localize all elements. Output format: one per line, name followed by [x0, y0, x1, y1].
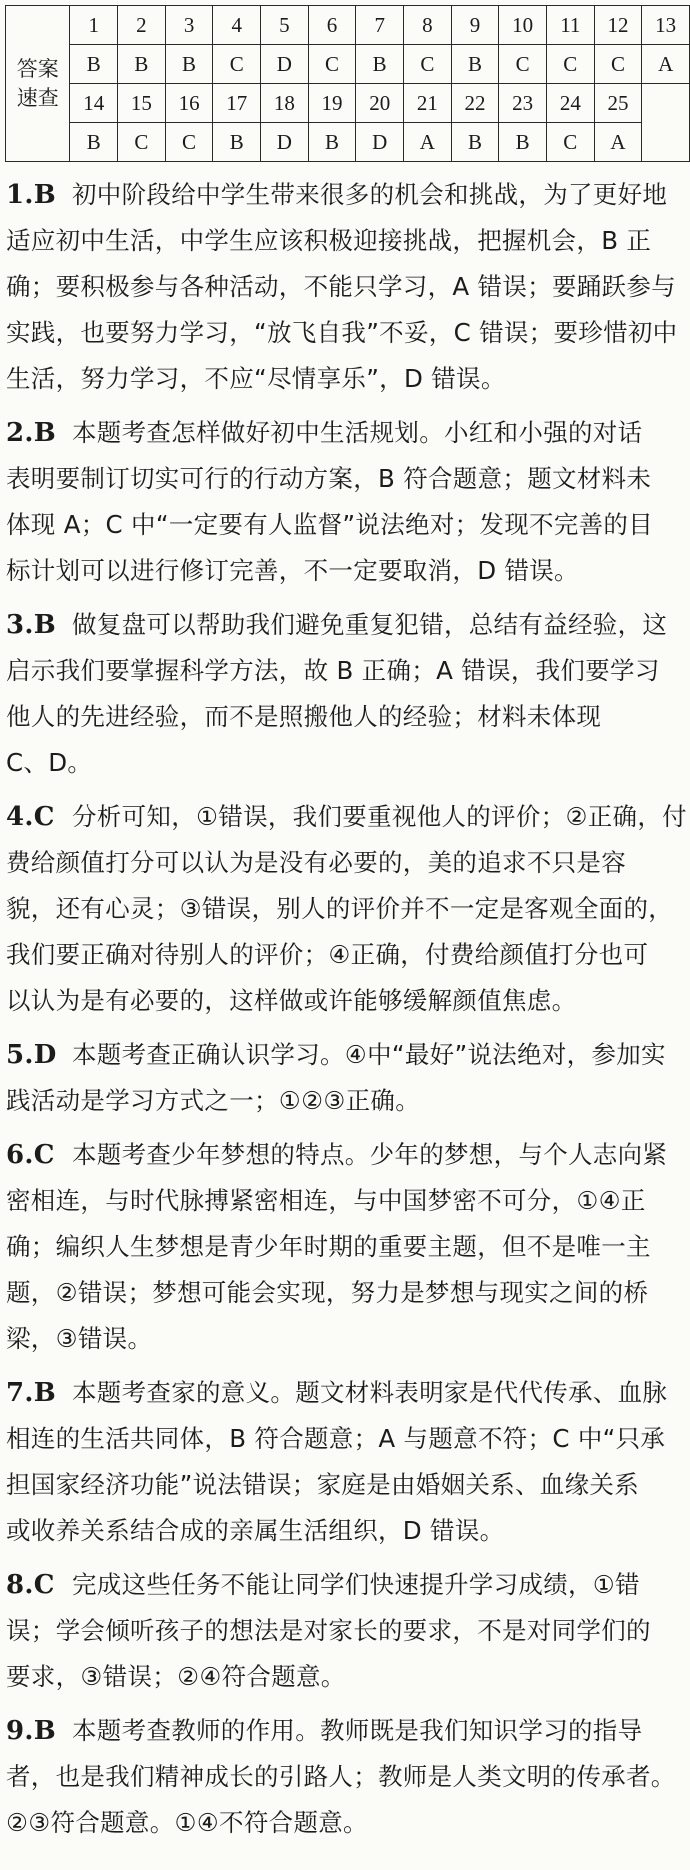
- q-number: 11: [546, 6, 594, 45]
- q-number: 1: [70, 6, 118, 45]
- explanation-label: 4.C: [6, 802, 55, 832]
- explanation-line: 体现 A；C 中“一定要有人监督”说法绝对；发现不完善的目: [6, 510, 654, 539]
- explanation-line: 密相连，与时代脉搏紧密相连，与中国梦密不可分，①④正: [6, 1186, 646, 1215]
- table-row-numbers-1: [6, 6, 690, 45]
- explanation-line: [6, 1370, 686, 1416]
- explanation-line: 梁，③错误。: [6, 1324, 153, 1353]
- q-answer: B: [499, 123, 547, 162]
- table-header-line-2: 速查: [16, 85, 59, 110]
- explanation-label: 5.D: [6, 1040, 57, 1070]
- q-number: 21: [404, 84, 452, 123]
- explanation-line: 我们要正确对待别人的评价；④正确，付费给颜值打分也可: [6, 940, 649, 969]
- explanation-line: 担国家经济功能”说法错误；家庭是由婚姻关系、血缘关系: [6, 1470, 639, 1499]
- q-answer: D: [261, 123, 309, 162]
- q-answer: B: [451, 45, 499, 84]
- explanation-item-3: [6, 602, 686, 786]
- q-number: 17: [213, 84, 261, 123]
- explanation-line: [6, 410, 686, 456]
- explanation-line: 相连的生活共同体，B 符合题意；A 与题意不符；C 中“只承: [6, 1424, 666, 1453]
- q-answer: A: [642, 45, 690, 84]
- explanation-line: 生活，努力学习，不应“尽情享乐”，D 错误。: [6, 364, 506, 393]
- q-number: 6: [308, 6, 356, 45]
- explanation-item-6: [6, 1132, 686, 1362]
- explanation-text: 分析可知，①错误，我们要重视他人的评价；②正确，付: [72, 802, 687, 831]
- explanation-label: 8.C: [6, 1570, 55, 1600]
- q-number: 4: [213, 6, 261, 45]
- explanation-label: 1.B: [6, 180, 57, 210]
- explanation-item-2: [6, 410, 686, 594]
- q-number: 22: [451, 84, 499, 123]
- q-number: 3: [165, 6, 213, 45]
- q-number: 12: [594, 6, 642, 45]
- explanation-item-8: [6, 1562, 686, 1700]
- explanation-text: 本题考查正确认识学习。④中“最好”说法绝对，参加实: [72, 1040, 666, 1069]
- q-number: 20: [356, 84, 404, 123]
- q-answer: D: [356, 123, 404, 162]
- explanation-line: 题，②错误；梦想可能会实现，努力是梦想与现实之间的桥: [6, 1278, 649, 1307]
- explanation-text: 做复盘可以帮助我们避免重复犯错，总结有益经验，这: [72, 610, 668, 639]
- q-number: 16: [165, 84, 213, 123]
- q-number: 25: [594, 84, 642, 123]
- q-number: 14: [70, 84, 118, 123]
- q-answer: C: [165, 123, 213, 162]
- explanation-line: 实践，也要努力学习，“放飞自我”不妥，C 错误；要珍惜初中: [6, 318, 678, 347]
- explanation-label: 6.C: [6, 1140, 55, 1170]
- q-number: 18: [261, 84, 309, 123]
- q-number: 2: [118, 6, 166, 45]
- explanation-line: [6, 1032, 686, 1078]
- table-row-answers-1: [6, 45, 690, 84]
- q-number: 23: [499, 84, 547, 123]
- q-answer: C: [499, 45, 547, 84]
- explanation-text: 本题考查家的意义。题文材料表明家是代代传承、血脉: [72, 1378, 668, 1407]
- table-row-answers-2: [6, 123, 690, 162]
- explanation-line: 以认为是有必要的，这样做或许能够缓解颜值焦虑。: [6, 986, 577, 1015]
- empty-cell: [642, 84, 690, 162]
- explanation-line: 者，也是我们精神成长的引路人；教师是人类文明的传承者。: [6, 1762, 676, 1791]
- q-answer: B: [308, 123, 356, 162]
- explanation-line: [6, 1708, 686, 1754]
- explanation-line: 确；要积极参与各种活动，不能只学习，A 错误；要踊跃参与: [6, 272, 676, 301]
- q-answer: B: [118, 45, 166, 84]
- explanation-line: [6, 1562, 686, 1608]
- explanation-line: 确；编织人生梦想是青少年时期的重要主题，但不是唯一主: [6, 1232, 651, 1261]
- q-number: 19: [308, 84, 356, 123]
- explanation-line: 费给颜值打分可以认为是没有必要的，美的追求不只是容: [6, 848, 626, 877]
- explanation-line: 他人的先进经验，而不是照搬他人的经验；材料未体现: [6, 702, 602, 731]
- table-row-numbers-2: [6, 84, 690, 123]
- q-number: 8: [404, 6, 452, 45]
- table-header-cell: [6, 6, 70, 162]
- explanation-text: 初中阶段给中学生带来很多的机会和挑战，为了更好地: [72, 180, 668, 209]
- q-answer: C: [546, 123, 594, 162]
- explanation-line: 标计划可以进行修订完善，不一定要取消，D 错误。: [6, 556, 579, 585]
- q-answer: B: [213, 123, 261, 162]
- q-answer: C: [404, 45, 452, 84]
- q-answer: A: [594, 123, 642, 162]
- q-answer: B: [451, 123, 499, 162]
- q-answer: C: [213, 45, 261, 84]
- q-answer: A: [404, 123, 452, 162]
- explanation-item-7: [6, 1370, 686, 1554]
- q-answer: C: [308, 45, 356, 84]
- explanation-item-4: [6, 794, 686, 1024]
- explanation-line: [6, 794, 686, 840]
- q-answer: B: [165, 45, 213, 84]
- explanation-line: ②③符合题意。①④不符合题意。: [6, 1808, 368, 1837]
- explanation-line: 践活动是学习方式之一；①②③正确。: [6, 1086, 420, 1115]
- explanation-item-1: [6, 172, 686, 402]
- table-header-line-1: 答案: [16, 57, 59, 82]
- explanation-line: 或收养关系结合成的亲属生活组织，D 错误。: [6, 1516, 505, 1545]
- q-answer: C: [594, 45, 642, 84]
- q-number: 13: [642, 6, 690, 45]
- q-answer: C: [546, 45, 594, 84]
- explanation-line: 表明要制订切实可行的行动方案，B 符合题意；题文材料未: [6, 464, 652, 493]
- explanation-line: 启示我们要掌握科学方法，故 B 正确；A 错误，我们要学习: [6, 656, 660, 685]
- explanation-line: 误；学会倾听孩子的想法是对家长的要求，不是对同学们的: [6, 1616, 651, 1645]
- explanation-label: 3.B: [6, 610, 57, 640]
- q-answer: B: [70, 123, 118, 162]
- explanation-item-9: [6, 1708, 686, 1846]
- explanation-line: [6, 172, 686, 218]
- q-answer: B: [70, 45, 118, 84]
- q-number: 10: [499, 6, 547, 45]
- q-number: 5: [261, 6, 309, 45]
- explanation-line: 适应初中生活，中学生应该积极迎接挑战，把握机会，B 正: [6, 226, 652, 255]
- explanation-line: 貌，还有心灵；③错误，别人的评价并不一定是客观全面的，: [6, 894, 674, 923]
- explanation-label: 9.B: [6, 1716, 57, 1746]
- explanation-item-5: [6, 1032, 686, 1124]
- q-number: 24: [546, 84, 594, 123]
- explanation-line: [6, 1132, 686, 1178]
- explanation-text: 完成这些任务不能让同学们快速提升学习成绩，①错: [72, 1570, 640, 1599]
- q-answer: B: [356, 45, 404, 84]
- explanation-text: 本题考查少年梦想的特点。少年的梦想，与个人志向紧: [72, 1140, 668, 1169]
- answer-quick-check-table: [5, 5, 690, 162]
- explanation-line: [6, 602, 686, 648]
- q-answer: D: [261, 45, 309, 84]
- q-number: 7: [356, 6, 404, 45]
- explanation-label: 2.B: [6, 418, 57, 448]
- explanation-label: 7.B: [6, 1378, 57, 1408]
- explanation-line: 要求，③错误；②④符合题意。: [6, 1662, 346, 1691]
- q-number: 15: [118, 84, 166, 123]
- q-number: 9: [451, 6, 499, 45]
- explanation-text: 本题考查怎样做好初中生活规划。小红和小强的对话: [72, 418, 643, 447]
- explanations-list: [6, 172, 686, 1854]
- explanation-line: C、D。: [6, 748, 93, 777]
- explanation-text: 本题考查教师的作用。教师既是我们知识学习的指导: [72, 1716, 643, 1745]
- q-answer: C: [118, 123, 166, 162]
